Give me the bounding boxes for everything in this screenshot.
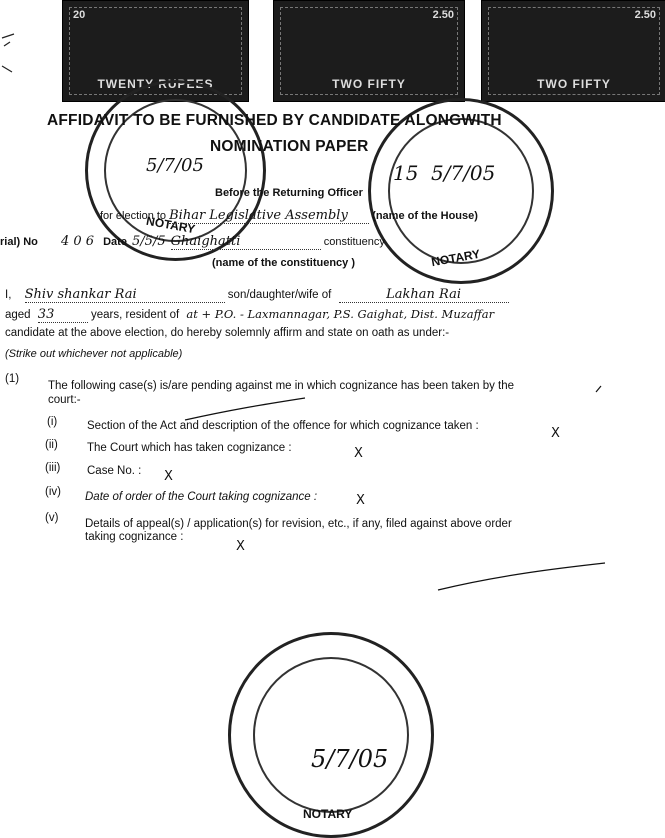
father-name: Lakhan Rai	[339, 287, 509, 303]
strike-x-mark: X	[356, 493, 365, 508]
margin-scribble	[2, 34, 14, 72]
constituency-label: constituency	[323, 236, 385, 248]
i-label: I,	[5, 289, 12, 301]
document-subtitle: NOMINATION PAPER	[210, 138, 369, 155]
subitem-number: (iii)	[45, 462, 61, 474]
declarant-address: at + P.O. - Laxmannagar, P.S. Gaighat, Dist. Muzaffar	[186, 307, 495, 321]
constituency-value: Ghaighatti	[171, 234, 321, 250]
subitem-number: (ii)	[45, 439, 58, 451]
stamp-value: 20	[73, 9, 86, 21]
subitem-text: Case No. :	[87, 465, 142, 477]
item1-number: (1)	[5, 373, 20, 385]
stamp-value: 2.50	[634, 9, 656, 21]
tick-mark	[596, 386, 601, 392]
subitem-number: (v)	[45, 512, 59, 524]
seal-signature: 5/7/05	[311, 745, 389, 773]
stamp-text: TWO FIFTY	[332, 77, 406, 91]
subitem-text-line2: taking cognizance :	[85, 531, 184, 543]
name-of-constituency-label: (name of the constituency )	[212, 257, 356, 269]
strike-x-mark: X	[236, 539, 245, 554]
declarant-age: 33	[38, 307, 88, 323]
aged-label: aged	[5, 309, 31, 321]
date-value: 5/5/5	[132, 234, 166, 249]
stamp-text: TWO FIFTY	[537, 77, 611, 91]
seal-signature: 5/7/05	[431, 161, 496, 185]
seal-date: 15	[393, 161, 419, 185]
subitem-text: Section of the Act and description of the offence for which cognizance taken :	[87, 420, 479, 432]
date-prefix: Date	[103, 236, 127, 248]
oath-line: candidate at the above election, do hereby solemnly affirm and state on oath as under:-	[5, 327, 450, 339]
son-of-label: son/daughter/wife of	[227, 289, 332, 301]
seal-signature: 5/7/05	[146, 155, 204, 176]
strike-through-line	[185, 398, 305, 420]
strike-x-mark: X	[164, 469, 173, 484]
subitem-number: (iv)	[45, 486, 61, 498]
item1-text-line2: court:-	[48, 394, 81, 406]
election-value: Bihar Legislative Assembly	[169, 208, 369, 224]
long-strike-line	[438, 563, 605, 590]
subitem-text: The Court which has taken cognizance :	[87, 442, 292, 454]
subitem-text: Details of appeal(s) / application(s) for revision, etc., if any, filed against above order	[85, 518, 512, 530]
serial-value: 4 0 6	[60, 234, 95, 249]
strike-note: (Strike out whichever not applicable)	[5, 348, 183, 360]
strike-x-mark: X	[551, 426, 560, 441]
seal-label: NOTARY	[430, 246, 482, 270]
subitem-number: (i)	[47, 416, 58, 428]
stamp-text: TWENTY RUPEES	[97, 77, 214, 91]
stamp-value: 2.50	[432, 9, 454, 21]
subitem-text: Date of order of the Court taking cognizance :	[85, 491, 318, 503]
returning-officer-line: Before the Returning Officer	[215, 187, 363, 199]
serial-prefix: rial) No	[0, 236, 38, 248]
election-prefix: for election to	[100, 210, 167, 222]
declarant-name: Shiv shankar Rai	[25, 287, 225, 303]
years-resident-label: years, resident of	[91, 309, 180, 321]
document-title: AFFIDAVIT TO BE FURNISHED BY CANDIDATE ALONGWITH	[47, 112, 502, 129]
strike-x-mark: X	[354, 446, 363, 461]
seal-label: NOTARY	[303, 807, 353, 821]
item1-text-line1: The following case(s) is/are pending against me in which cognizance has been taken by the	[48, 380, 515, 392]
seal-label: NOTARY	[145, 213, 197, 237]
name-of-house-label: (name of the House)	[372, 210, 478, 222]
